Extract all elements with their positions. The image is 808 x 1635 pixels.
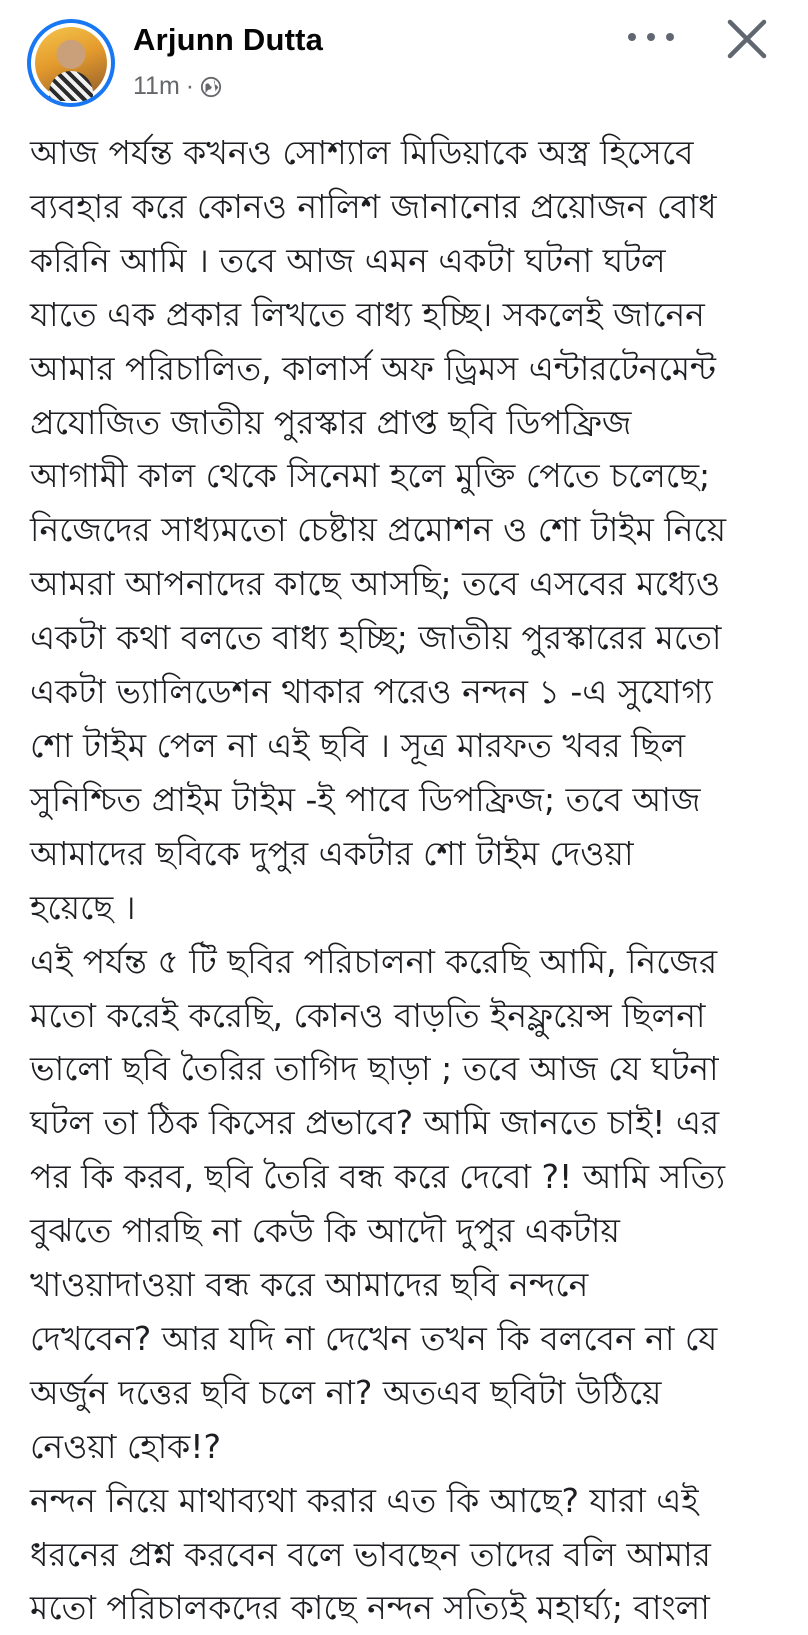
post-text-line: সুনিশ্চিত প্রাইম টাইম -ই পাবে ডিপফ্রিজ; তবে আজ	[30, 779, 701, 819]
post-text-line: যাতে এক প্রকার লিখতে বাধ্য হচ্ছি। সকলেই জানেন	[30, 294, 705, 334]
post-text-line: ব্যবহার করে কোনও নালিশ জানানোর প্রয়োজন বোধ	[30, 186, 717, 226]
post-text-line: শো টাইম পেল না এই ছবি । সূত্র মারফত খবর ছিল	[30, 725, 686, 765]
meta-separator: ·	[185, 72, 195, 100]
close-icon[interactable]	[724, 16, 770, 62]
post-text-line: একটা কথা বলতে বাধ্য হচ্ছি; জাতীয় পুরস্কারের মতো	[30, 618, 722, 658]
post-text-line: হয়েছে ।	[30, 887, 136, 927]
avatar-shirt	[49, 71, 93, 101]
post-text-line: আমাদের ছবিকে দুপুর একটার শো টাইম দেওয়া	[30, 833, 634, 873]
post-text-line: দেখবেন? আর যদি না দেখেন তখন কি বলবেন না যে	[30, 1318, 718, 1358]
post-text-line: বুঝতে পারছি না কেউ কি আদৌ দুপুর একটায়	[30, 1211, 620, 1251]
avatar[interactable]	[27, 19, 115, 107]
post-text-line: মতো করেই করেছি, কোনও বাড়তি ইনফ্লুয়েন্স ছিলনা	[30, 995, 706, 1035]
post-text-line: আমার পরিচালিত, কালার্স অফ ড্রিমস এন্টারটেনমেন্ট	[30, 348, 716, 388]
post-time[interactable]: 11m	[133, 72, 180, 100]
post-text-line: নন্দন নিয়ে মাথাব্যথা করার এত কি আছে? যারা এই	[30, 1480, 699, 1520]
post-text-line: একটা ভ্যালিডেশন থাকার পরেও নন্দন ১ -এ সুযোগ্য	[30, 672, 713, 712]
post-text-line: আগামী কাল থেকে সিনেমা হলে মুক্তি পেতে চলেছে;	[30, 456, 711, 496]
author-name[interactable]: Arjunn Dutta	[133, 22, 324, 57]
avatar-photo	[35, 27, 107, 99]
post-text-line: ধরনের প্রশ্ন করবেন বলে ভাবছেন তাদের বলি আমার	[30, 1534, 711, 1574]
globe-icon[interactable]	[200, 76, 222, 98]
post-body	[30, 126, 790, 1635]
post-text-line: খাওয়াদাওয়া বন্ধ করে আমাদের ছবি নন্দনে	[30, 1265, 589, 1305]
more-dot	[647, 33, 655, 41]
post-text-line: ভালো ছবি তৈরির তাগিদ ছাড়া ; তবে আজ যে ঘটনা	[30, 1049, 719, 1089]
post-text-line: অর্জুন দত্তের ছবি চলে না? অতএব ছবিটা উঠিয়ে	[30, 1372, 662, 1412]
post-text-line: নিজেদের সাধ্যমতো চেষ্টায় প্রমোশন ও শো টাইম নিয়ে	[30, 510, 727, 550]
post-text-line: মতো পরিচালকদের কাছে নন্দন সত্যিই মহার্ঘ্য; বাংলা	[30, 1588, 710, 1628]
post-text-line: ঘটল তা ঠিক কিসের প্রভাবে? আমি জানতে চাই! এর	[30, 1103, 720, 1143]
post-text-line: এই পর্যন্ত ৫ টি ছবির পরিচালনা করেছি আমি, নিজের	[30, 941, 718, 981]
post-text-line: আমরা আপনাদের কাছে আসছি; তবে এসবের মধ্যেও	[30, 564, 721, 604]
post-meta	[133, 72, 222, 101]
more-dot	[666, 33, 674, 41]
post-text-line: পর কি করব, ছবি তৈরি বন্ধ করে দেবো ?! আমি সত্যি	[30, 1157, 726, 1197]
post-text-line: প্রযোজিত জাতীয় পুরস্কার প্রাপ্ত ছবি ডিপফ্রিজ	[30, 402, 632, 442]
post-text-line: আজ পর্যন্ত কখনও সোশ্যাল মিডিয়াকে অস্ত্র হিসেবে	[30, 133, 694, 172]
post-header	[0, 0, 808, 115]
more-dots-icon	[628, 33, 636, 41]
post-text-line: নেওয়া হোক!?	[30, 1426, 222, 1466]
more-options-button[interactable]	[628, 22, 674, 52]
post-text-line: করিনি আমি । তবে আজ এমন একটা ঘটনা ঘটল	[30, 240, 666, 280]
